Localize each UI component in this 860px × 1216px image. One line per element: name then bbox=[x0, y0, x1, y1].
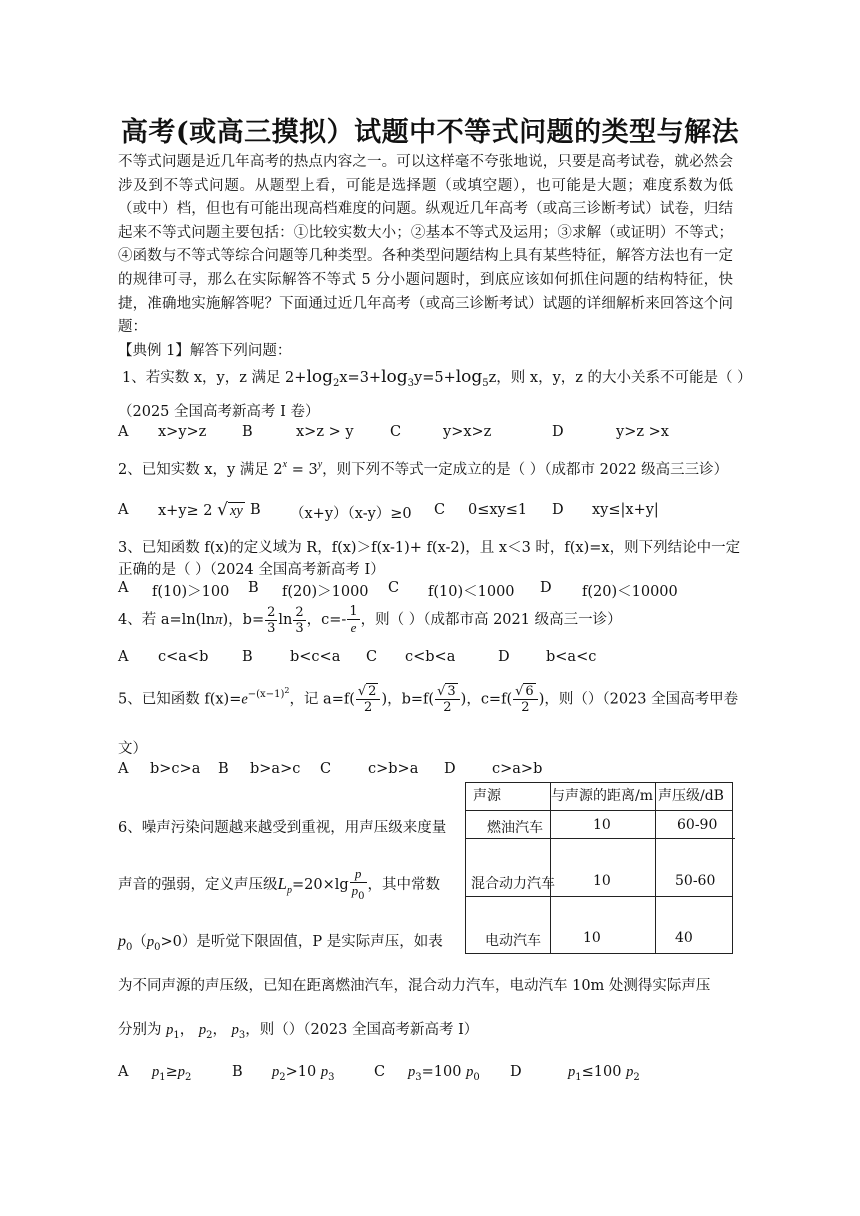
question-6-line-3: $p_0(p_0>0)$是听觉下限固值，P 是实际声压，如表 bbox=[118, 933, 443, 953]
q4-option-c-label: C bbox=[366, 649, 378, 665]
q5-option-a: b>c>a bbox=[150, 761, 201, 777]
q5-option-c: c>b>a bbox=[368, 761, 419, 777]
q4-option-d: b<a<c bbox=[546, 649, 597, 665]
question-2: 2、已知实数 x，y 满足 $2^x = 3^y$，则下列不等式一定成立的是（ ）（成都市 2022 级高三三诊） bbox=[118, 459, 729, 478]
q1-option-c-label: C bbox=[390, 424, 402, 440]
q5-option-d-label: D bbox=[444, 761, 456, 777]
q5-option-c-label: C bbox=[320, 761, 332, 777]
q3-option-d: f(20)＜10000 bbox=[582, 584, 678, 600]
q4-option-a-label: A bbox=[118, 649, 129, 665]
question-3-line-2: 正确的是（ ）（2024 全国高考新高考 I） bbox=[118, 562, 385, 578]
q1-option-a-label: A bbox=[118, 424, 129, 440]
q2-option-a: x+y≥ 2 √ xy bbox=[158, 500, 243, 520]
q4-option-d-label: D bbox=[498, 649, 510, 665]
q2-option-d: xy≤|x+y| bbox=[592, 502, 659, 518]
table-row-2-distance: 10 bbox=[593, 873, 611, 889]
sound-level-table bbox=[465, 782, 735, 954]
question-3-line-1: 3、已知函数 f(x)的定义域为 R，f(x)＞f(x-1)+ f(x-2)，且 x＜3 时，f(x)=x，则下列结论中一定 bbox=[118, 540, 741, 556]
q3-option-b-label: B bbox=[248, 580, 259, 596]
example-header: 【典例 1】解答下列问题： bbox=[118, 342, 292, 359]
q5-option-b-label: B bbox=[218, 761, 229, 777]
question-1-source: （2025 全国高考新高考 I 卷） bbox=[118, 404, 320, 420]
q6-option-d: $p_1\le 100$ $p_2$ bbox=[568, 1064, 640, 1083]
q3-option-a: f(10)＞100 bbox=[152, 584, 230, 600]
q6-option-d-label: D bbox=[510, 1064, 522, 1080]
q6-option-b-label: B bbox=[232, 1064, 243, 1080]
q1-option-d-label: D bbox=[552, 424, 564, 440]
table-row-1-level: 60-90 bbox=[677, 817, 718, 833]
question-6-line-2: 声音的强弱，定义声压级$L_p=20\times\lg$ $\frac{p}{p_0}$ ，其中常数 bbox=[118, 866, 441, 902]
q4-option-b-label: B bbox=[242, 649, 253, 665]
q6-option-c-label: C bbox=[374, 1064, 386, 1080]
q2-option-c: 0≤xy≤1 bbox=[468, 502, 528, 518]
q1-option-a: x>y>z bbox=[158, 424, 207, 440]
q6-option-a: $p_1\ge p_2$ bbox=[152, 1064, 192, 1083]
question-6-line-4: 为不同声源的声压级，已知在距离燃油汽车，混合动力汽车，电动汽车 10m 处测得实际声压 bbox=[118, 978, 711, 994]
page-title: 高考(或高三摸拟）试题中不等式问题的类型与解法 bbox=[120, 117, 740, 148]
table-row-2-level: 50-60 bbox=[675, 873, 716, 889]
intro-text: 不等式问题是近几年高考的热点内容之一。可以这样毫不夸张地说，只要是高考试卷，就必然会涉及到不等式问题。从题型上看，可能是选择题（或填空题），也可能是大题；难度系数为低（或中）档，但也有可能出现高档难度的问题。纵观近几年高考（或高三诊断考试）试卷，归结起来不等式问题主要包括：①比较实数大小；②基本不等式及运用；③求解（或证明）不等式；④函数与不等式等综合问题等几种类型。各种类型问题结构上具有某些特征，解答方法也有一定的规律可寻，那么在实际解答不等式 5 分小题问题时，到底应该如何抓住问题的结构特征，快捷，准确地实施解答呢？下面通过近几年高考（或高三诊断考试）试题的详细解析来回答这个问题： bbox=[118, 154, 733, 336]
q1-option-d: y>z >x bbox=[616, 424, 669, 440]
q4-option-b: b<c<a bbox=[290, 649, 341, 665]
table-row-2-source: 混合动力汽车 bbox=[471, 876, 555, 892]
table-header-source: 声源 bbox=[473, 788, 501, 804]
table-row-3-distance: 10 bbox=[583, 930, 601, 946]
q1-option-c: y>x>z bbox=[443, 424, 492, 440]
q3-option-a-label: A bbox=[118, 580, 129, 596]
q4-option-c: c<b<a bbox=[405, 649, 456, 665]
question-6-line-5: 分别为 $p_1$， $p_2$， $p_3$，则（）（2023 全国高考新高考 I） bbox=[118, 1022, 479, 1041]
q2-option-b: （x+y）（x-y）≥0 bbox=[290, 506, 412, 522]
q3-option-c-label: C bbox=[388, 580, 400, 596]
question-6-line-1: 6、噪声污染问题越来越受到重视，用声压级来度量 bbox=[118, 820, 447, 836]
table-row-3-level: 40 bbox=[675, 930, 693, 946]
table-row-1-source: 燃油汽车 bbox=[487, 820, 543, 836]
q3-option-d-label: D bbox=[540, 580, 552, 596]
table-row-3-source: 电动汽车 bbox=[485, 933, 541, 949]
question-5: 5、已知函数 $f(x)=e^{-(x-1)^2}$，记 a=f( $\frac{√ 2}{2}$ )，b=f( $\frac{√ 3}{2}$ )，c=f( $\frac{√ 6}{2}$ )，则（）（2023 全国高考甲卷 bbox=[118, 684, 739, 715]
q3-option-b: f(20)＞1000 bbox=[282, 584, 369, 600]
q6-option-a-label: A bbox=[118, 1064, 129, 1080]
q2-option-c-label: C bbox=[434, 502, 446, 518]
q2-option-b-label: B bbox=[250, 502, 261, 518]
q2-option-a-label: A bbox=[118, 502, 129, 518]
question-4: 4、若 a=ln(lnπ)，b= $\frac{2}{3}$ ln $\frac{2}{3}$ ，c=- $\frac{1}{e}$ ，则（ ）（成都市高 2021 级高三一诊） bbox=[118, 604, 622, 636]
intro-paragraph bbox=[118, 151, 733, 363]
q6-option-b: $p_2>10$ $p_3$ bbox=[272, 1064, 335, 1083]
q1-option-b: x>z > y bbox=[296, 424, 354, 440]
q3-option-c: f(10)＜1000 bbox=[428, 584, 515, 600]
q5-option-d: c>a>b bbox=[492, 761, 543, 777]
table-row-1-distance: 10 bbox=[593, 817, 611, 833]
table-header-level: 声压级/dB bbox=[658, 788, 724, 804]
question-5-tail: 文） bbox=[118, 741, 147, 757]
q6-option-c: $p_3=100$ $p_0$ bbox=[408, 1064, 480, 1083]
question-1: 1、若实数 x，y，z 满足 $2+\log_2x=3+\log_3y=5+\log_5z$，则 x，y，z 的大小关系不可能是（ ） bbox=[122, 367, 752, 389]
q5-option-b: b>a>c bbox=[250, 761, 301, 777]
q4-option-a: c<a<b bbox=[158, 649, 209, 665]
q5-option-a-label: A bbox=[118, 761, 129, 777]
q1-option-b-label: B bbox=[242, 424, 253, 440]
q2-option-d-label: D bbox=[552, 502, 564, 518]
table-header-distance: 与声源的距离/m bbox=[551, 788, 653, 804]
